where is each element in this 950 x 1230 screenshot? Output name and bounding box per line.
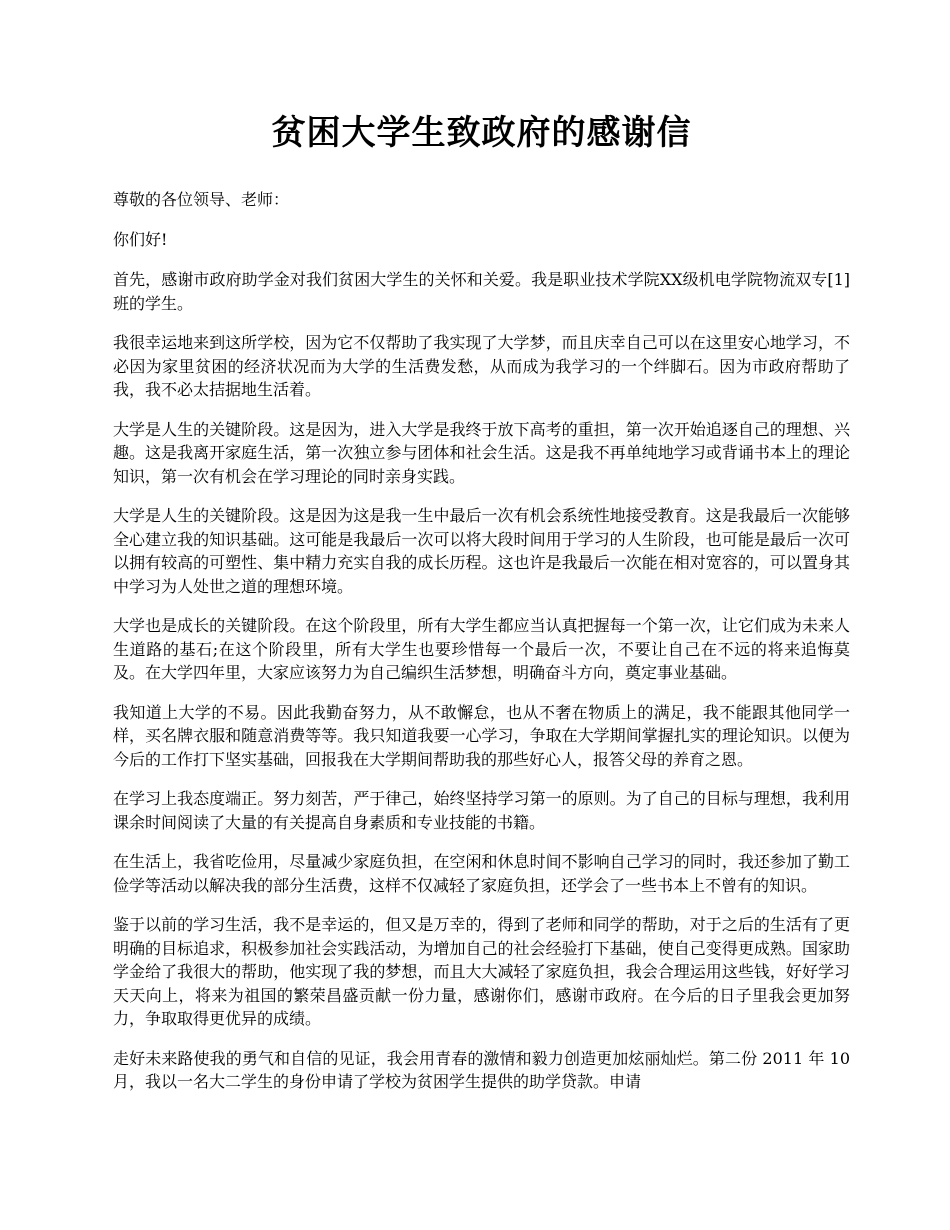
paragraph-key-stage-1: 大学是人生的关键阶段。这是因为，进入大学是我终于放下高考的重担，第一次开始追逐自己的理想、兴趣。这是我离开家庭生活，第一次独立参与团体和社会生活。这是我不再单纯地学习或背诵书本上的理论知识，第一次有机会在学习理论的同时亲身实践。 [113, 419, 850, 486]
paragraph-intro: 首先，感谢市政府助学金对我们贫困大学生的关怀和关爱。我是职业技术学院XX级机电学院物流双专[1]班的学生。 [113, 270, 850, 313]
document-title: 贫困大学生致政府的感谢信 [271, 113, 692, 153]
paragraph-gratitude: 鉴于以前的学习生活，我不是幸运的，但又是万幸的，得到了老师和同学的帮助，对于之后的生活有了更明确的目标追求，积极参加社会实践活动，为增加自己的社会经验打下基础，使自己变得更成熟。国家助学金给了我很大的帮助，他实现了我的梦想，而且大大减轻了家庭负担，我会合理运用这些钱，好好学习天天向上，将来为祖国的繁荣昌盛贡献一份力量，感谢你们，感谢市政府。在今后的日子里我会更加努力，争取取得更优异的成绩。 [113, 915, 850, 1028]
paragraph-growth-stage: 大学也是成长的关键阶段。在这个阶段里，所有大学生都应当认真把握每一个第一次，让它们成为未来人生道路的基石;在这个阶段里，所有大学生也要珍惜每一个最后一次，不要让自己在不远的将来追悔莫及。在大学四年里，大家应该努力为自己编织生活梦想，明确奋斗方向，奠定事业基础。 [113, 616, 850, 682]
paragraph-life: 在生活上，我省吃俭用，尽量减少家庭负担，在空闲和休息时间不影响自己学习的同时，我还参加了勤工俭学等活动以解决我的部分生活费，这样不仅减轻了家庭负担，还学会了一些书本上不曾有的知识。 [113, 852, 850, 895]
paragraph-key-stage-2: 大学是人生的关键阶段。这是因为这是我一生中最后一次有机会系统性地接受教育。这是我最后一次能够全心建立我的知识基础。这可能是我最后一次可以将大段时间用于学习的人生阶段，也可能是最后一次可以拥有较高的可塑性、集中精力充实自我的成长历程。这也许是我最后一次能在相对宽容的，可以置身其中学习为人处世之道的理想环境。 [113, 506, 850, 596]
salutation: 尊敬的各位领导、老师： [113, 190, 290, 209]
paragraph-future: 走好未来路使我的勇气和自信的见证，我会用青春的激情和毅力创造更加炫丽灿烂。第二份 2011 年 10 月，我以一名大二学生的身份申请了学校为贫困学生提供的助学贷款。申请 [113, 1048, 850, 1091]
paragraph-diligence: 我知道上大学的不易。因此我勤奋努力，从不敢懈怠，也从不奢在物质上的满足，我不能跟其他同学一样，买名牌衣服和随意消费等等。我只知道我要一心学习，争取在大学期间掌握扎实的理论知识。以便为今后的工作打下坚实基础，回报我在大学期间帮助我的那些好心人，报答父母的养育之恩。 [113, 702, 850, 769]
paragraph-school: 我很幸运地来到这所学校，因为它不仅帮助了我实现了大学梦，而且庆幸自己可以在这里安心地学习，不必因为家里贫困的经济状况而为大学的生活费发愁，从而成为我学习的一个绊脚石。因为市政府帮助了我，我不必太拮据地生活着。 [113, 333, 850, 399]
greeting: 你们好! [113, 229, 168, 249]
document-page [113, 108, 850, 1110]
paragraph-study: 在学习上我态度端正。努力刻苦，严于律己，始终坚持学习第一的原则。为了自己的目标与理想，我利用课余时间阅读了大量的有关提高自身素质和专业技能的书籍。 [113, 789, 850, 832]
